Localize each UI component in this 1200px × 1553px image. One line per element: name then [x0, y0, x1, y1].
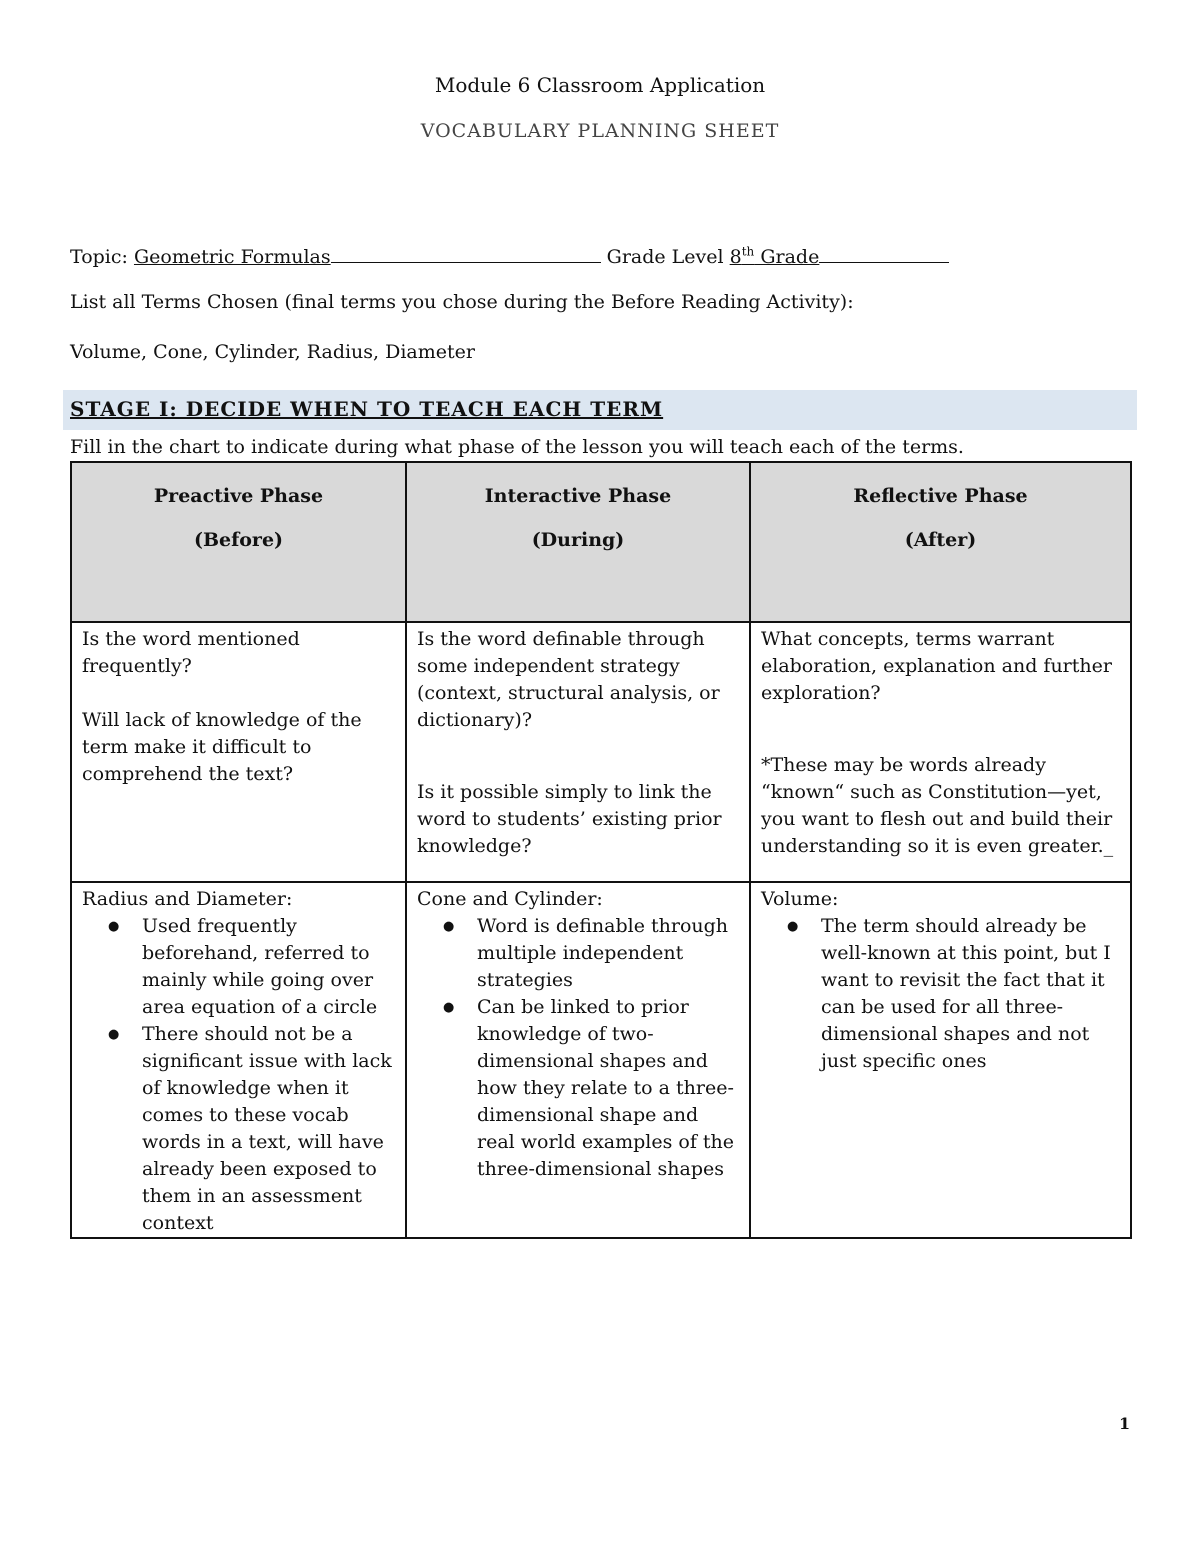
table-answer-row — [71, 882, 1131, 1238]
answer-cell-interactive — [406, 882, 750, 1238]
phase-when: (After) — [904, 529, 977, 551]
header-interactive — [406, 462, 750, 622]
phase-name: Preactive Phase — [153, 485, 324, 507]
grade-label: Grade Level — [606, 246, 730, 268]
bullet-item: ● Word is definable through multiple independent strategies — [477, 913, 739, 994]
sheet-title: VOCABULARY PLANNING SHEET — [420, 120, 780, 142]
page-number: 1 — [1119, 1414, 1131, 1433]
question-cell-interactive — [406, 622, 750, 882]
phase-name: Reflective Phase — [853, 485, 1028, 507]
grade-value — [730, 246, 820, 268]
grade-blank — [819, 244, 949, 263]
answer-label: Volume: — [761, 888, 839, 910]
module-title: Module 6 Classroom Application — [434, 73, 766, 97]
header-preactive — [71, 462, 406, 622]
topic-blank — [331, 244, 601, 263]
topic-value: Geometric Formulas — [133, 246, 331, 268]
answer-label: Cone and Cylinder: — [417, 888, 603, 910]
question-text: *These may be words already “known“ such as Constitution—yet, you want to flesh out and build their understanding so it is even greater._ — [761, 754, 1114, 857]
table-header-row — [71, 462, 1131, 622]
answer-cell-reflective — [750, 882, 1131, 1238]
grade-suffix: th — [741, 244, 755, 259]
answer-bullets — [82, 913, 395, 1237]
question-text: Is the word mentioned frequently? — [82, 628, 300, 677]
grade-word: Grade — [754, 246, 820, 268]
header-reflective — [750, 462, 1131, 622]
stage-instruction: Fill in the chart to indicate during what phase of the lesson you will teach each of the terms. — [70, 436, 964, 458]
answer-cell-preactive — [71, 882, 406, 1238]
stage-heading-bar — [63, 390, 1137, 430]
table-question-row — [71, 622, 1131, 882]
terms-prompt: List all Terms Chosen (final terms you chose during the Before Reading Activity): — [70, 291, 854, 313]
question-text: Will lack of knowledge of the term make it difficult to comprehend the text? — [82, 709, 362, 785]
phase-name: Interactive Phase — [484, 485, 672, 507]
answer-label: Radius and Diameter: — [82, 888, 293, 910]
bullet-item: ● Used frequently beforehand, referred to mainly while going over area equation of a circle — [142, 913, 395, 1021]
question-cell-reflective — [750, 622, 1131, 882]
question-text: What concepts, terms warrant elaboration, explanation and further exploration? — [761, 628, 1112, 704]
topic-label: Topic: — [70, 246, 134, 268]
stage-title: STAGE I: DECIDE WHEN TO TEACH EACH TERM — [70, 397, 664, 421]
terms-list: Volume, Cone, Cylinder, Radius, Diameter — [70, 341, 475, 363]
question-cell-preactive — [71, 622, 406, 882]
topic-line — [70, 244, 949, 268]
answer-bullets — [417, 913, 739, 1183]
question-text: Is it possible simply to link the word to students’ existing prior knowledge? — [417, 781, 722, 857]
bullet-item: ● Can be linked to prior knowledge of two-dimensional shapes and how they relate to a three-dimensional shape and real world examples of the three-dimensional shapes — [477, 994, 739, 1183]
phase-when: (Before) — [193, 529, 284, 551]
grade-number: 8 — [729, 246, 742, 268]
phase-when: (During) — [531, 529, 625, 551]
phase-table — [70, 461, 1132, 1239]
bullet-item: ● The term should already be well-known at this point, but I want to revisit the fact that it can be used for all three-dimensional shapes and not just specific ones — [821, 913, 1120, 1075]
question-text: Is the word definable through some independent strategy (context, structural analysis, or dictionary)? — [417, 628, 720, 731]
answer-bullets — [761, 913, 1120, 1075]
bullet-item: ● There should not be a significant issue with lack of knowledge when it comes to these vocab words in a text, will have already been exposed to them in an assessment context — [142, 1021, 395, 1237]
